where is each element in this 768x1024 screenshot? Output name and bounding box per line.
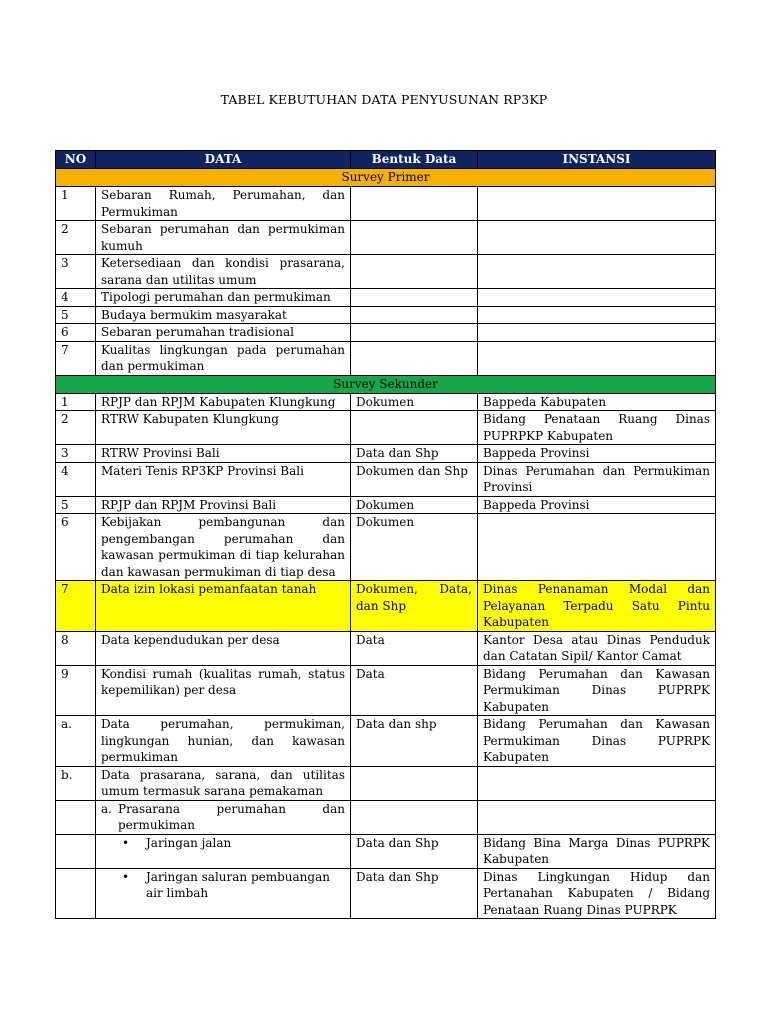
cell-bentuk: Dokumen xyxy=(351,514,478,581)
cell-bentuk xyxy=(351,800,478,834)
cell-data: Data prasarana, sarana, dan utilitas umum termasuk sarana pemakaman xyxy=(96,766,351,800)
cell-bentuk xyxy=(351,411,478,445)
cell-no: 3 xyxy=(56,445,96,463)
cell-no: 2 xyxy=(56,221,96,255)
section-survey-sekunder xyxy=(56,375,716,393)
cell-instansi xyxy=(478,766,716,800)
table-row xyxy=(56,514,716,581)
cell-bentuk: Dokumen, Data, dan Shp xyxy=(351,581,478,632)
cell-instansi: Bidang Perumahan dan Kawasan Permukiman Dinas PUPRPK Kabupaten xyxy=(478,716,716,767)
page-title: TABEL KEBUTUHAN DATA PENYUSUNAN RP3KP xyxy=(220,92,548,107)
table-row xyxy=(56,631,716,665)
table-row xyxy=(56,289,716,307)
cell-data: Sebaran Rumah, Perumahan, dan Permukiman xyxy=(96,187,351,221)
cell-no: 1 xyxy=(56,187,96,221)
cell-data: RTRW Kabupaten Klungkung xyxy=(96,411,351,445)
cell-no xyxy=(56,800,96,834)
section-title: Survey Sekunder xyxy=(56,375,716,393)
cell-data: Budaya bermukim masyarakat xyxy=(96,306,351,324)
cell-bentuk xyxy=(351,324,478,342)
cell-data: Data perumahan, permukiman, lingkungan hunian, dan kawasan permukiman xyxy=(96,716,351,767)
cell-data: RPJP dan RPJM Kabupaten Klungkung xyxy=(96,393,351,411)
cell-no: 2 xyxy=(56,411,96,445)
table-row-bullet xyxy=(56,868,716,919)
cell-data: Ketersediaan dan kondisi prasarana, sarana dan utilitas umum xyxy=(96,255,351,289)
table-row-highlighted xyxy=(56,581,716,632)
cell-bentuk: Dokumen dan Shp xyxy=(351,462,478,496)
cell-instansi: Bappeda Kabupaten xyxy=(478,393,716,411)
cell-no: b. xyxy=(56,766,96,800)
bullet-text: Jaringan saluran pembuangan air limbah xyxy=(146,869,330,900)
cell-data xyxy=(96,868,351,919)
cell-no: a. xyxy=(56,716,96,767)
cell-instansi xyxy=(478,341,716,375)
table-row xyxy=(56,341,716,375)
cell-instansi: Bidang Bina Marga Dinas PUPRPK Kabupaten xyxy=(478,834,716,868)
table-row xyxy=(56,221,716,255)
table-row xyxy=(56,445,716,463)
cell-bentuk xyxy=(351,255,478,289)
cell-data: Tipologi perumahan dan permukiman xyxy=(96,289,351,307)
header-no: NO xyxy=(56,151,96,169)
data-needs-table xyxy=(55,150,716,919)
table-row xyxy=(56,716,716,767)
table-row xyxy=(56,462,716,496)
table-row xyxy=(56,306,716,324)
cell-data: Sebaran perumahan tradisional xyxy=(96,324,351,342)
header-bentuk-data: Bentuk Data xyxy=(351,151,478,169)
cell-no: 1 xyxy=(56,393,96,411)
cell-instansi xyxy=(478,514,716,581)
cell-data xyxy=(96,800,351,834)
table-row xyxy=(56,187,716,221)
cell-no: 8 xyxy=(56,631,96,665)
table-row xyxy=(56,766,716,800)
table-row xyxy=(56,255,716,289)
cell-no: 6 xyxy=(56,324,96,342)
cell-no: 7 xyxy=(56,581,96,632)
cell-bentuk: Data xyxy=(351,665,478,716)
cell-instansi: Bappeda Provinsi xyxy=(478,445,716,463)
cell-bentuk: Data dan Shp xyxy=(351,834,478,868)
cell-bentuk: Dokumen xyxy=(351,393,478,411)
table-row-sub xyxy=(56,800,716,834)
section-title: Survey Primer xyxy=(56,169,716,187)
bullet-icon: • xyxy=(122,869,130,884)
cell-instansi: Dinas Lingkungan Hidup dan Pertanahan Kabupaten / Bidang Penataan Ruang Dinas PUPRPK xyxy=(478,868,716,919)
cell-no xyxy=(56,834,96,868)
cell-no: 5 xyxy=(56,496,96,514)
cell-instansi xyxy=(478,289,716,307)
cell-data: Data kependudukan per desa xyxy=(96,631,351,665)
cell-instansi xyxy=(478,800,716,834)
cell-data: RPJP dan RPJM Provinsi Bali xyxy=(96,496,351,514)
cell-no: 5 xyxy=(56,306,96,324)
sub-label: a. xyxy=(101,801,112,816)
cell-no xyxy=(56,868,96,919)
cell-data xyxy=(96,834,351,868)
cell-instansi: Bidang Penataan Ruang Dinas PUPRPKP Kabupaten xyxy=(478,411,716,445)
cell-bentuk xyxy=(351,306,478,324)
cell-instansi: Bidang Perumahan dan Kawasan Permukiman Dinas PUPRPK Kabupaten xyxy=(478,665,716,716)
cell-bentuk: Data xyxy=(351,631,478,665)
cell-bentuk: Data dan shp xyxy=(351,716,478,767)
table-row xyxy=(56,411,716,445)
cell-instansi: Dinas Penanaman Modal dan Pelayanan Terpadu Satu Pintu Kabupaten xyxy=(478,581,716,632)
cell-bentuk xyxy=(351,187,478,221)
cell-data: Sebaran perumahan dan permukiman kumuh xyxy=(96,221,351,255)
cell-bentuk xyxy=(351,766,478,800)
cell-data: Kondisi rumah (kualitas rumah, status kepemilikan) per desa xyxy=(96,665,351,716)
bullet-icon: • xyxy=(122,835,130,850)
table-row xyxy=(56,496,716,514)
cell-no: 7 xyxy=(56,341,96,375)
cell-no: 3 xyxy=(56,255,96,289)
cell-instansi xyxy=(478,255,716,289)
cell-bentuk: Dokumen xyxy=(351,496,478,514)
cell-instansi: Dinas Perumahan dan Permukiman Provinsi xyxy=(478,462,716,496)
section-survey-primer xyxy=(56,169,716,187)
cell-bentuk xyxy=(351,221,478,255)
bullet-text: Jaringan jalan xyxy=(146,835,232,850)
cell-instansi xyxy=(478,306,716,324)
cell-instansi: Bappeda Provinsi xyxy=(478,496,716,514)
cell-data: RTRW Provinsi Bali xyxy=(96,445,351,463)
table-row xyxy=(56,324,716,342)
header-instansi: INSTANSI xyxy=(478,151,716,169)
cell-bentuk xyxy=(351,341,478,375)
cell-instansi xyxy=(478,324,716,342)
cell-instansi xyxy=(478,187,716,221)
cell-no: 6 xyxy=(56,514,96,581)
cell-data: Kebijakan pembangunan dan pengembangan perumahan dan kawasan permukiman di tiap kelurahan dan kawasan permukiman di tiap desa xyxy=(96,514,351,581)
cell-instansi xyxy=(478,221,716,255)
sub-text: Prasarana perumahan dan permukiman xyxy=(118,801,345,832)
cell-no: 9 xyxy=(56,665,96,716)
table-header-row xyxy=(56,151,716,169)
cell-bentuk: Data dan Shp xyxy=(351,445,478,463)
cell-bentuk xyxy=(351,289,478,307)
cell-bentuk: Data dan Shp xyxy=(351,868,478,919)
cell-instansi: Kantor Desa atau Dinas Penduduk dan Catatan Sipil/ Kantor Camat xyxy=(478,631,716,665)
table-row-bullet xyxy=(56,834,716,868)
table-row xyxy=(56,393,716,411)
table-row xyxy=(56,665,716,716)
cell-data: Materi Tenis RP3KP Provinsi Bali xyxy=(96,462,351,496)
cell-data: Kualitas lingkungan pada perumahan dan permukiman xyxy=(96,341,351,375)
cell-no: 4 xyxy=(56,289,96,307)
cell-data: Data izin lokasi pemanfaatan tanah xyxy=(96,581,351,632)
header-data: DATA xyxy=(96,151,351,169)
cell-no: 4 xyxy=(56,462,96,496)
